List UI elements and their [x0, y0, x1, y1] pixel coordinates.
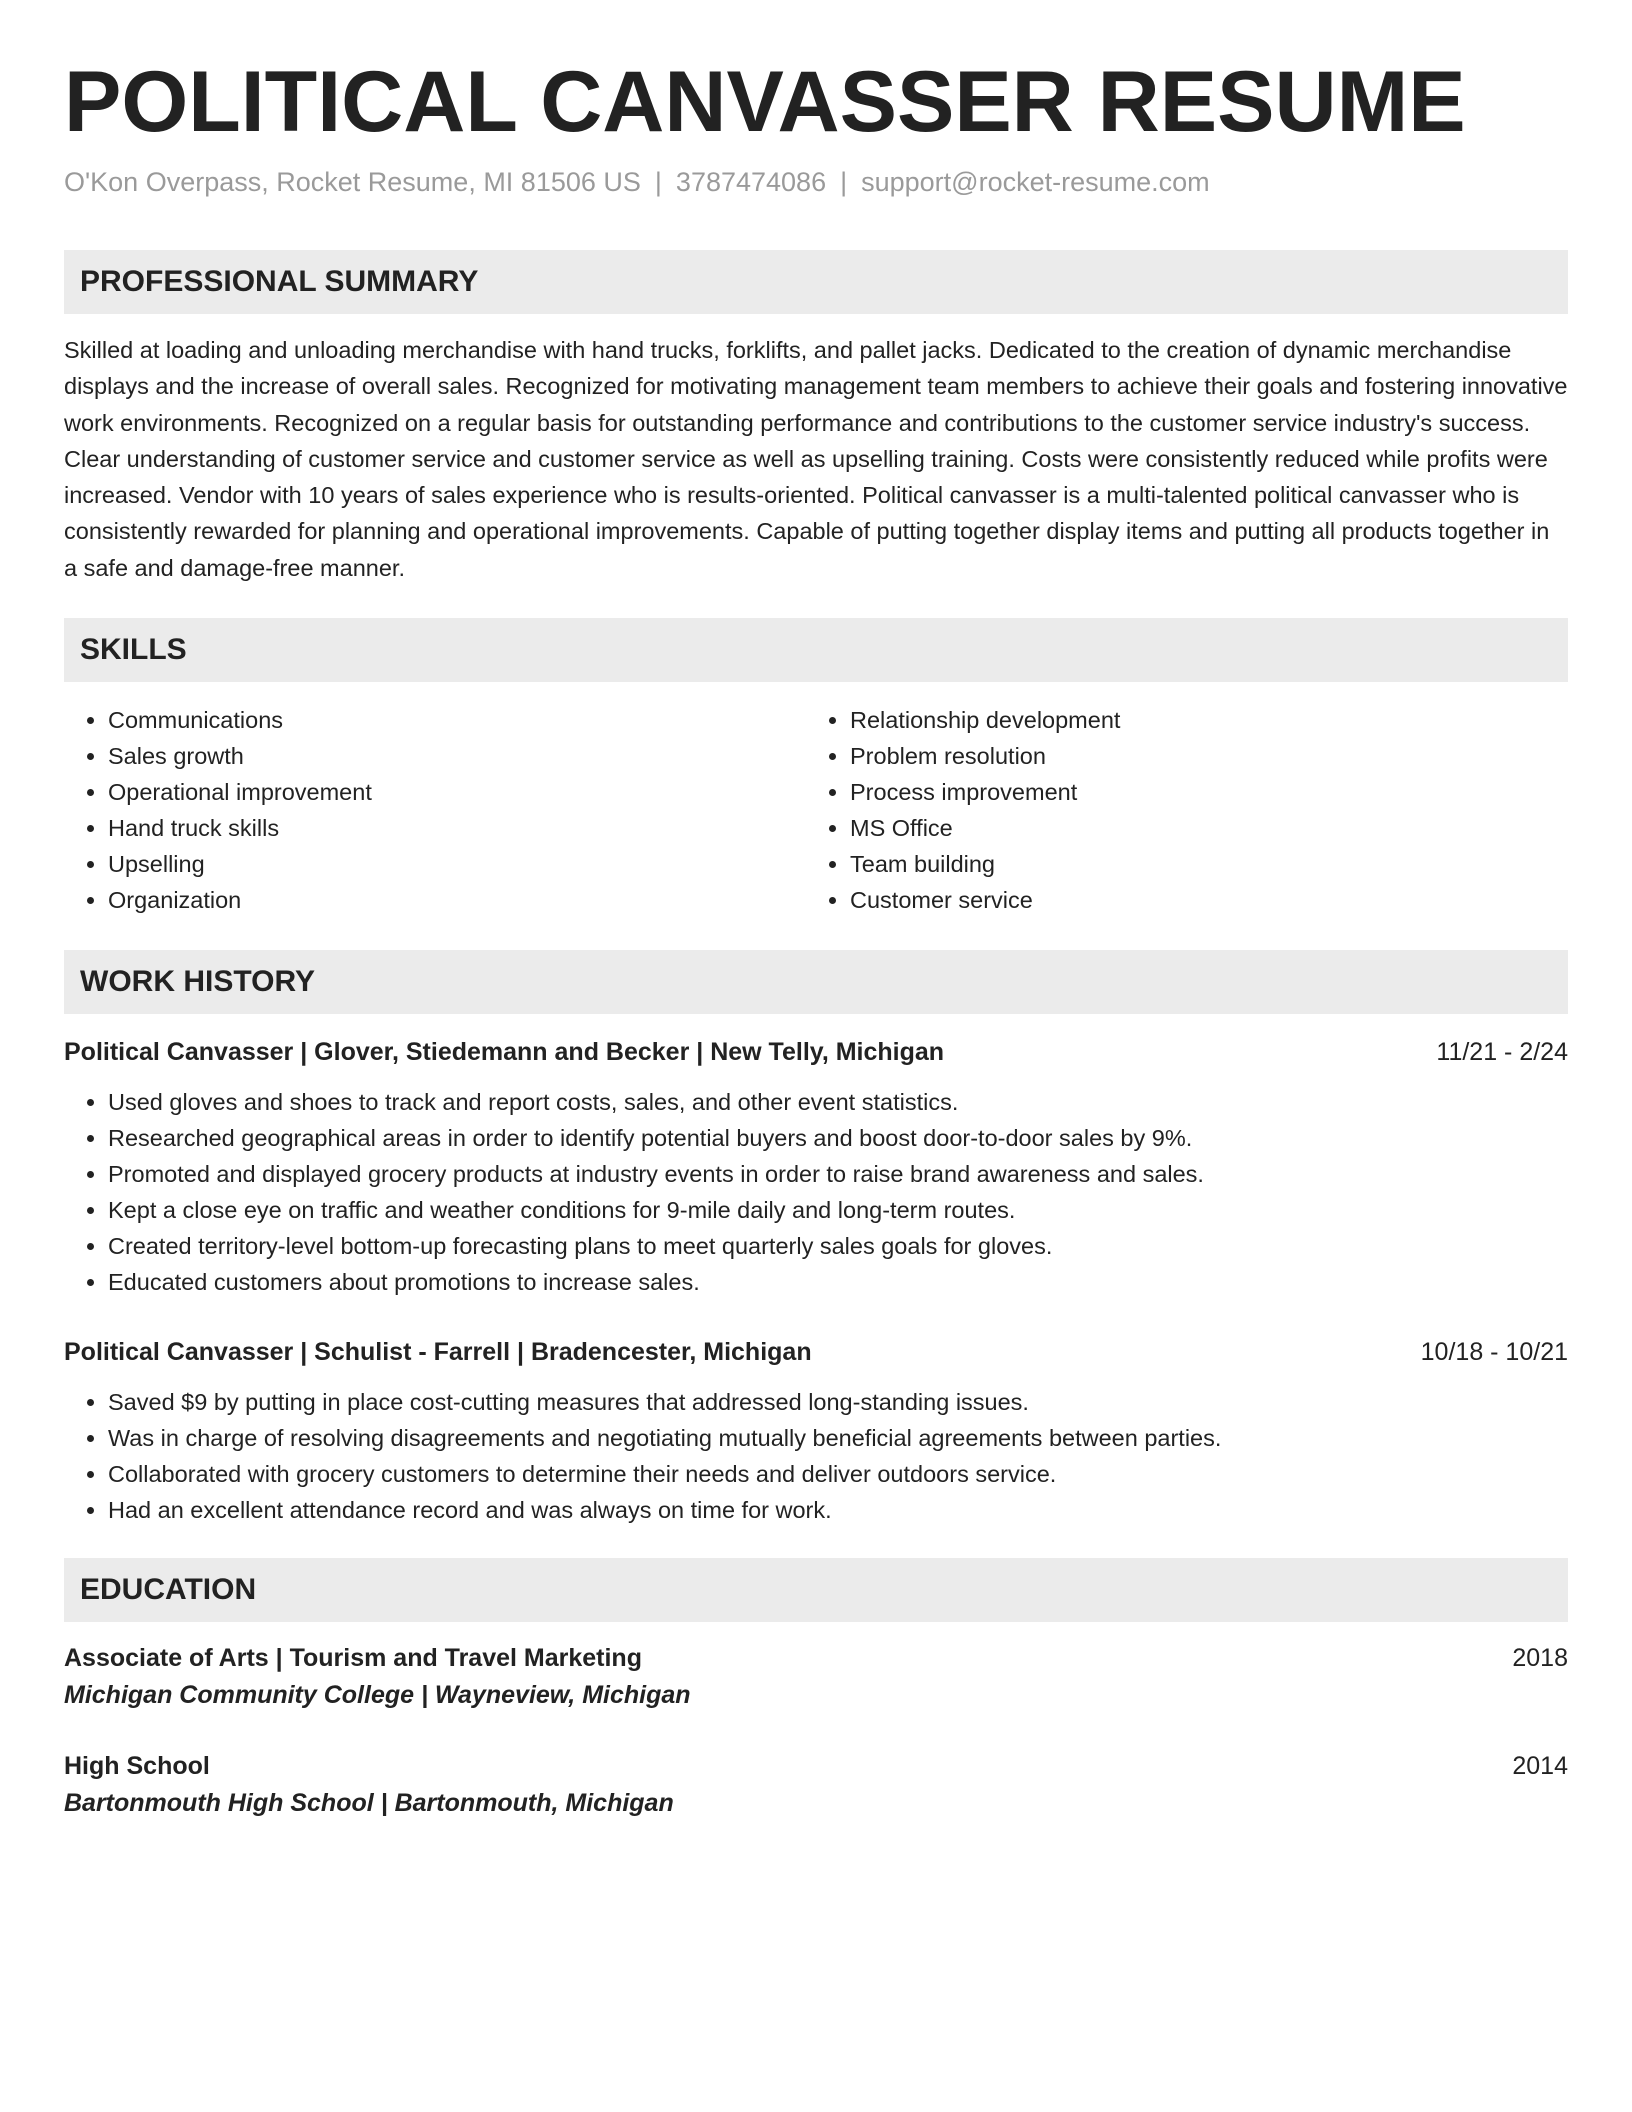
contact-separator: |	[840, 167, 848, 197]
professional-summary-text: Skilled at loading and unloading merchandise with hand trucks, forklifts, and pallet jacks. Dedicated to the creation of dynamic merchandise displays and the increase of overall sales. Recognized for motivating management team members to achieve their goals and fostering innovative work environments. Recognized on a regular basis for outstanding performance and contributions to the customer service industry's success. Clear understanding of customer service and customer service as well as upselling training. Costs were consistently reduced while profits were increased. Vendor with 10 years of sales experience who is results-oriented. Political canvasser is a multi-talented political canvasser who is consistently rewarded for planning and operational improvements. Capable of putting together display items and putting all products together in a safe and damage-free manner.	[64, 337, 1568, 581]
skills-heading: SKILLS	[64, 618, 1568, 682]
education-year: 2014	[1512, 1752, 1568, 1781]
education-entry	[64, 1748, 1568, 1822]
skill-item: • Hand truck skills	[108, 810, 806, 846]
job-header	[64, 1034, 1568, 1070]
job-bullet: • Researched geographical areas in order to identify potential buyers and boost door-to-door sales by 9%.	[108, 1120, 1568, 1156]
contact-phone: 3787474086	[675, 167, 827, 197]
skill-item: • Operational improvement	[108, 774, 806, 810]
job-dates: 10/18 - 10/21	[1420, 1338, 1568, 1367]
job-bullet: • Kept a close eye on traffic and weather conditions for 9-mile daily and long-term routes.	[108, 1192, 1568, 1228]
skills-list	[64, 702, 1568, 918]
skill-item: • Sales growth	[108, 738, 806, 774]
job-bullet: • Used gloves and shoes to track and report costs, sales, and other event statistics.	[108, 1084, 1568, 1120]
job-bullet: • Saved $9 by putting in place cost-cutting measures that addressed long-standing issues.	[108, 1384, 1568, 1420]
professional-summary-heading: PROFESSIONAL SUMMARY	[64, 250, 1568, 314]
skill-item: • MS Office	[850, 810, 1548, 846]
job-dates: 11/21 - 2/24	[1436, 1038, 1568, 1067]
job-entry	[64, 1034, 1568, 1300]
skills-column-right	[806, 702, 1548, 918]
skill-item: • Process improvement	[850, 774, 1548, 810]
job-bullet: • Promoted and displayed grocery products at industry events in order to raise brand awareness and sales.	[108, 1156, 1568, 1192]
skill-item: • Relationship development	[850, 702, 1548, 738]
job-bullets	[64, 1084, 1568, 1300]
education-school: Bartonmouth High School | Bartonmouth, Michigan	[64, 1789, 674, 1818]
education-heading: EDUCATION	[64, 1558, 1568, 1622]
skills-column-left	[64, 702, 806, 918]
skill-item: • Communications	[108, 702, 806, 738]
resume-page	[64, 0, 1568, 1822]
education-header	[64, 1748, 1568, 1784]
job-bullets	[64, 1384, 1568, 1528]
job-bullet: • Educated customers about promotions to increase sales.	[108, 1264, 1568, 1300]
contact-email: support@rocket-resume.com	[861, 167, 1210, 197]
education-year: 2018	[1512, 1644, 1568, 1673]
education-degree: Associate of Arts | Tourism and Travel Marketing	[64, 1644, 642, 1673]
contact-address: O'Kon Overpass, Rocket Resume, MI 81506 US	[64, 167, 641, 197]
job-header	[64, 1334, 1568, 1370]
job-bullet: • Was in charge of resolving disagreements and negotiating mutually beneficial agreements between parties.	[108, 1420, 1568, 1456]
education-school: Michigan Community College | Wayneview, Michigan	[64, 1681, 691, 1710]
job-bullet: • Created territory-level bottom-up forecasting plans to meet quarterly sales goals for gloves.	[108, 1228, 1568, 1264]
resume-title: POLITICAL CANVASSER RESUME	[64, 54, 1466, 150]
contact-separator: |	[654, 167, 662, 197]
skill-item: • Team building	[850, 846, 1548, 882]
skill-item: • Organization	[108, 882, 806, 918]
job-title: Political Canvasser | Glover, Stiedemann and Becker | New Telly, Michigan	[64, 1038, 945, 1067]
education-entry	[64, 1640, 1568, 1714]
skill-item: • Problem resolution	[850, 738, 1548, 774]
job-bullet: • Had an excellent attendance record and was always on time for work.	[108, 1492, 1568, 1528]
job-entry	[64, 1334, 1568, 1528]
education-degree: High School	[64, 1752, 210, 1781]
skill-item: • Customer service	[850, 882, 1548, 918]
work-history-heading: WORK HISTORY	[64, 950, 1568, 1014]
education-header	[64, 1640, 1568, 1676]
job-title: Political Canvasser | Schulist - Farrell | Bradencester, Michigan	[64, 1338, 812, 1367]
contact-line	[64, 164, 1568, 200]
job-bullet: • Collaborated with grocery customers to determine their needs and deliver outdoors service.	[108, 1456, 1568, 1492]
skill-item: • Upselling	[108, 846, 806, 882]
